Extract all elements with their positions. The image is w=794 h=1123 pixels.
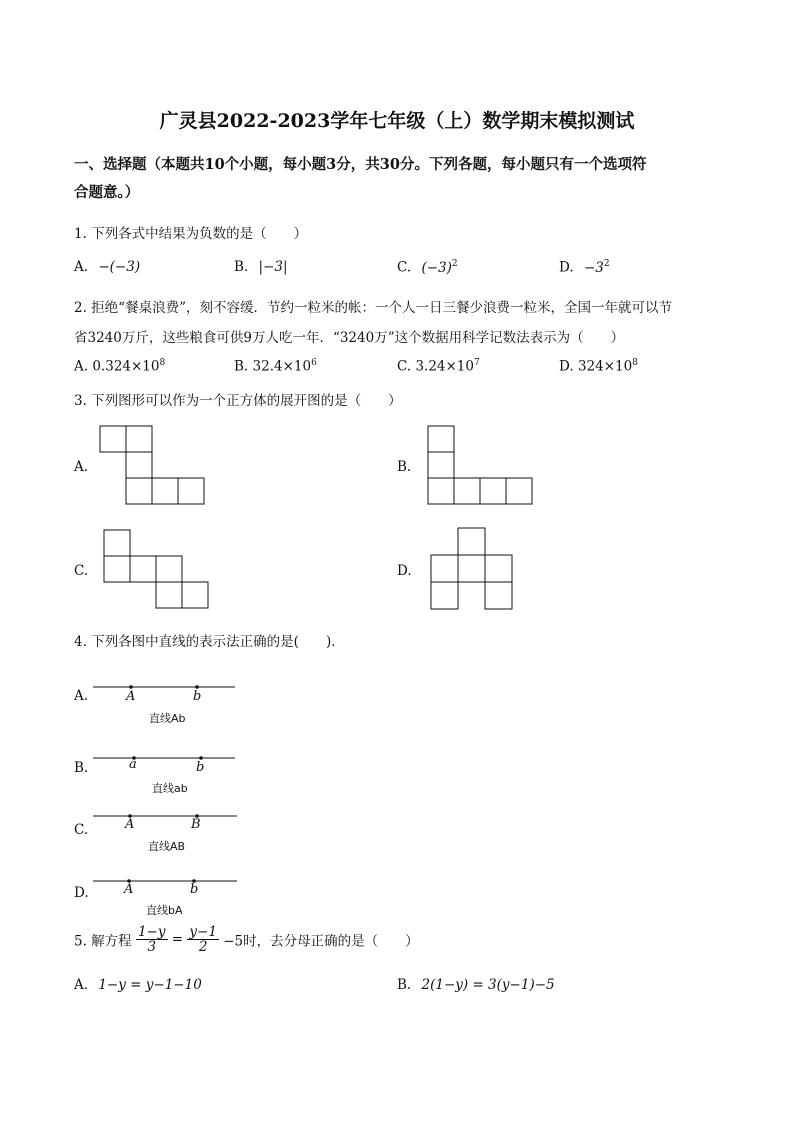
q1-option-b-label: B. <box>234 259 249 275</box>
q3-option-b-label[interactable]: B. <box>397 459 412 475</box>
q4-line-c <box>93 812 239 822</box>
q4-option-b-label[interactable]: B. <box>74 760 89 776</box>
section-heading-line1: 一、选择题（本题共10个小题，每小题3分，共30分。下列各题，每小题只有一个选项符 <box>74 156 647 173</box>
q2-option-d-value: 324×10 <box>577 358 633 375</box>
q5-fraction-2-numerator: y−1 <box>189 924 217 940</box>
q5-option-b-expr: 2(1−y) = 3(y−1)−5 <box>421 977 555 993</box>
q4-a-point2: b <box>193 689 202 704</box>
q5-option-b-label: B. <box>397 977 412 993</box>
q1-option-a-expr: −(−3) <box>98 259 141 275</box>
q1-option-d-expr: −3 <box>583 259 604 276</box>
q5-prefix: 5. 解方程 <box>74 933 132 950</box>
q2-option-d-label: D. <box>559 358 574 375</box>
q5-tail: −5时，去分母正确的是（ ） <box>223 933 419 950</box>
q4-option-c-label[interactable]: C. <box>74 822 89 838</box>
q4-d-point1: A <box>124 882 134 897</box>
q1-option-c-expr: (−3) <box>421 259 452 276</box>
q5-option-b[interactable] <box>397 977 555 993</box>
q2-stem-line1: 2. 拒绝“餐桌浪费”，刻不容缓．节约一粒米的帐：一个人一日三餐少浪费一粒米，全国一年就可以节 <box>74 300 672 316</box>
q2-option-c-label: C. <box>397 358 412 375</box>
q3-net-a <box>100 426 206 506</box>
q4-a-point1: A <box>126 689 136 704</box>
q1-option-d-exponent: 2 <box>603 259 610 269</box>
q2-stem-line2: 省3240万斤，这些粮食可供9万人吃一年．“3240万”这个数据用科学记数法表示为（ ） <box>74 330 625 346</box>
q3-net-c <box>104 530 210 610</box>
q2-option-c-exponent: 7 <box>474 358 480 368</box>
q2-option-d-exponent: 8 <box>632 358 638 368</box>
q4-stem: 4. 下列各图中直线的表示法正确的是( )． <box>74 634 345 650</box>
q5-fraction-1-denominator: 3 <box>147 939 157 955</box>
q1-option-b[interactable] <box>234 259 288 275</box>
q4-line-b <box>93 754 237 764</box>
q4-d-point2: b <box>190 882 199 897</box>
q5-option-a-expr: 1−y = y−1−10 <box>98 977 202 993</box>
q2-option-c[interactable] <box>397 358 480 375</box>
q4-option-a-label[interactable]: A. <box>74 688 89 704</box>
q2-option-a-exponent: 8 <box>159 358 166 368</box>
q2-option-b-value: 32.4×10 <box>252 358 312 375</box>
q4-b-point2: b <box>196 760 205 775</box>
q2-option-d[interactable] <box>559 358 638 375</box>
q4-line-d <box>93 877 239 887</box>
q4-d-caption: 直线bA <box>146 904 183 917</box>
q1-option-c-exponent: 2 <box>451 259 458 269</box>
q5-equals: = <box>171 931 184 948</box>
q5-option-a[interactable] <box>74 977 202 993</box>
q3-option-c-label[interactable]: C. <box>74 563 89 579</box>
q5-fraction-2-denominator: 2 <box>198 939 208 955</box>
q3-stem: 3. 下列图形可以作为一个正方体的展开图的是（ ） <box>74 393 402 409</box>
q5-fraction-1-numerator: 1−y <box>137 924 166 940</box>
q1-stem: 1. 下列各式中结果为负数的是（ ） <box>74 226 308 242</box>
q1-option-b-expr: |−3| <box>258 259 288 275</box>
q4-b-caption: 直线ab <box>152 782 188 795</box>
q2-option-c-value: 3.24×10 <box>415 358 474 375</box>
q4-a-caption: 直线Ab <box>149 712 186 725</box>
q4-c-point1: A <box>125 817 135 832</box>
q5-fraction-1 <box>136 925 168 954</box>
q1-option-c[interactable] <box>397 259 458 276</box>
q4-b-point1: a <box>129 757 137 772</box>
q1-option-c-label: C. <box>397 259 412 276</box>
q2-option-b-exponent: 6 <box>311 358 317 368</box>
q2-option-b-label: B. <box>234 358 249 375</box>
q5-option-a-label: A. <box>74 977 89 993</box>
q3-option-d-label[interactable]: D. <box>397 563 412 579</box>
q1-option-d-label: D. <box>559 259 574 276</box>
q1-option-d[interactable] <box>559 259 610 276</box>
q3-option-a-label[interactable]: A. <box>74 459 89 475</box>
q4-option-d-label[interactable]: D. <box>74 885 89 901</box>
q1-option-a[interactable] <box>74 259 140 275</box>
q2-option-b[interactable] <box>234 358 317 375</box>
q5-fraction-2 <box>187 925 219 954</box>
q4-line-a <box>93 683 237 693</box>
q2-option-a[interactable] <box>74 358 165 375</box>
q1-option-a-label: A. <box>74 259 89 275</box>
q3-net-b <box>428 426 534 506</box>
q4-c-caption: 直线AB <box>148 840 186 853</box>
q4-c-point2: B <box>191 817 201 832</box>
q2-option-a-label: A. <box>74 358 89 375</box>
q2-option-a-value: 0.324×10 <box>92 358 160 375</box>
q5-stem <box>74 925 419 954</box>
page-title: 广灵县2022-2023学年七年级（上）数学期末模拟测试 <box>159 110 635 132</box>
q3-net-d <box>431 528 515 610</box>
section-heading-line2: 合题意。） <box>74 184 140 201</box>
